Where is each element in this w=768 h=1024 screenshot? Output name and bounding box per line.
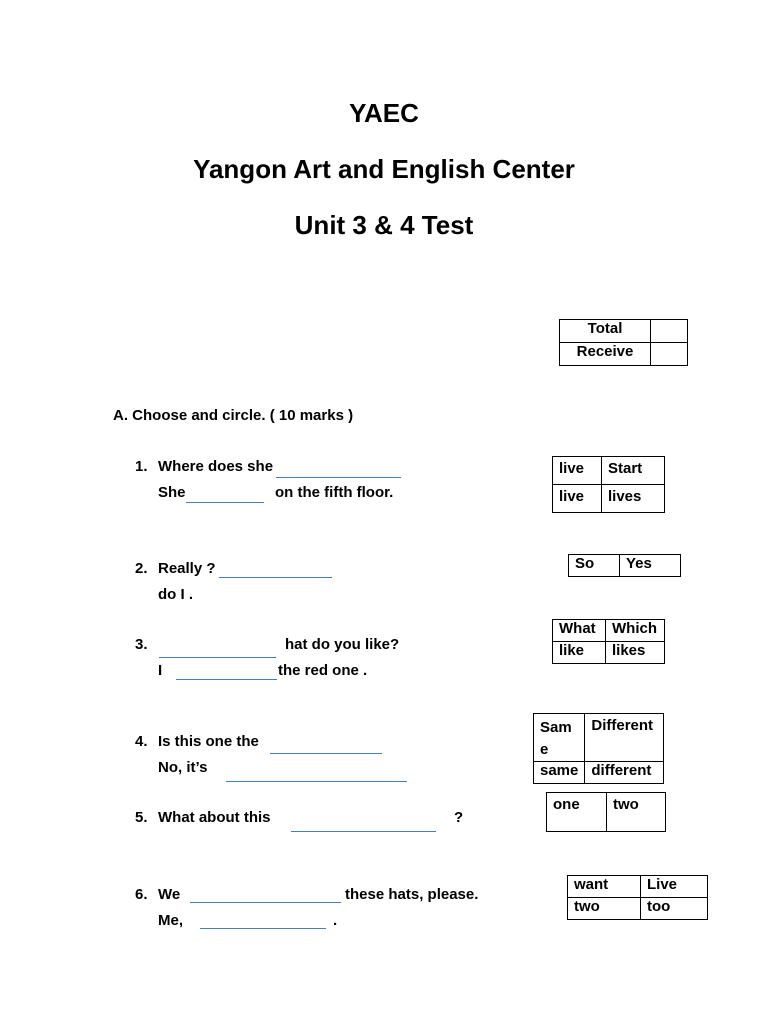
option-cell[interactable]: same (534, 762, 585, 784)
school-full-name: Yangon Art and English Center (193, 154, 575, 184)
option-cell[interactable]: live (553, 485, 602, 513)
option-cell[interactable]: two (607, 793, 666, 832)
question-text: on the fifth floor. (275, 484, 394, 501)
option-cell[interactable]: live (553, 457, 602, 485)
question-number: 1. (135, 458, 148, 475)
question-text: . (333, 912, 338, 929)
options-table (567, 875, 708, 920)
option-cell[interactable]: Start (602, 457, 665, 485)
option-cell[interactable]: Which (606, 620, 665, 642)
question-text: do I . (158, 586, 193, 603)
answer-blank[interactable] (176, 679, 277, 680)
option-cell[interactable]: one (547, 793, 607, 832)
option-cell[interactable]: like (553, 642, 606, 664)
question-text: the red one . (278, 662, 368, 679)
question-number: 3. (135, 636, 148, 653)
answer-blank[interactable] (276, 477, 401, 478)
answer-blank[interactable] (270, 753, 382, 754)
total-label: Total (560, 320, 651, 343)
question-text: Is this one the (158, 733, 259, 750)
answer-blank[interactable] (186, 502, 264, 503)
receive-value-cell[interactable] (651, 343, 688, 366)
question-number: 2. (135, 560, 148, 577)
option-cell[interactable]: What (553, 620, 606, 642)
option-cell[interactable]: lives (602, 485, 665, 513)
option-cell[interactable]: Yes (620, 555, 681, 577)
question-text: No, it’s (158, 759, 208, 776)
answer-blank[interactable] (190, 902, 341, 903)
options-table (568, 554, 681, 577)
answer-blank[interactable] (219, 577, 332, 578)
option-cell[interactable]: two (568, 898, 641, 920)
test-title: Unit 3 & 4 Test (294, 210, 474, 240)
section-a-title: A. Choose and circle. ( 10 marks ) (113, 407, 354, 424)
school-short-name: YAEC (349, 98, 419, 128)
question-text: What about this (158, 809, 271, 826)
option-cell[interactable]: Sam e (534, 714, 585, 762)
question-text: Me, (158, 912, 184, 929)
question-number: 4. (135, 733, 148, 750)
question-text: She (158, 484, 186, 501)
question-number: 6. (135, 886, 148, 903)
total-value-cell[interactable] (651, 320, 688, 343)
receive-label: Receive (560, 343, 651, 366)
question-text: Really ? (158, 560, 216, 577)
question-text: hat do you like? (285, 636, 400, 653)
option-cell[interactable]: Live (641, 876, 708, 898)
question-text: We (158, 886, 181, 903)
question-text: Where does she (158, 458, 274, 475)
answer-blank[interactable] (159, 657, 276, 658)
question-text: ? (454, 809, 464, 826)
answer-blank[interactable] (291, 831, 436, 832)
answer-blank[interactable] (226, 781, 407, 782)
question-text: I (158, 662, 163, 679)
option-cell[interactable]: likes (606, 642, 665, 664)
answer-blank[interactable] (200, 928, 326, 929)
options-table (552, 619, 665, 664)
option-cell[interactable]: Different (585, 714, 664, 762)
options-table (533, 713, 664, 784)
option-cell[interactable]: too (641, 898, 708, 920)
option-cell[interactable]: different (585, 762, 664, 784)
option-cell[interactable]: So (569, 555, 620, 577)
option-cell[interactable]: want (568, 876, 641, 898)
score-box (559, 319, 688, 366)
question-number: 5. (135, 809, 148, 826)
question-text: these hats, please. (345, 886, 479, 903)
options-table (546, 792, 666, 832)
options-table (552, 456, 665, 513)
